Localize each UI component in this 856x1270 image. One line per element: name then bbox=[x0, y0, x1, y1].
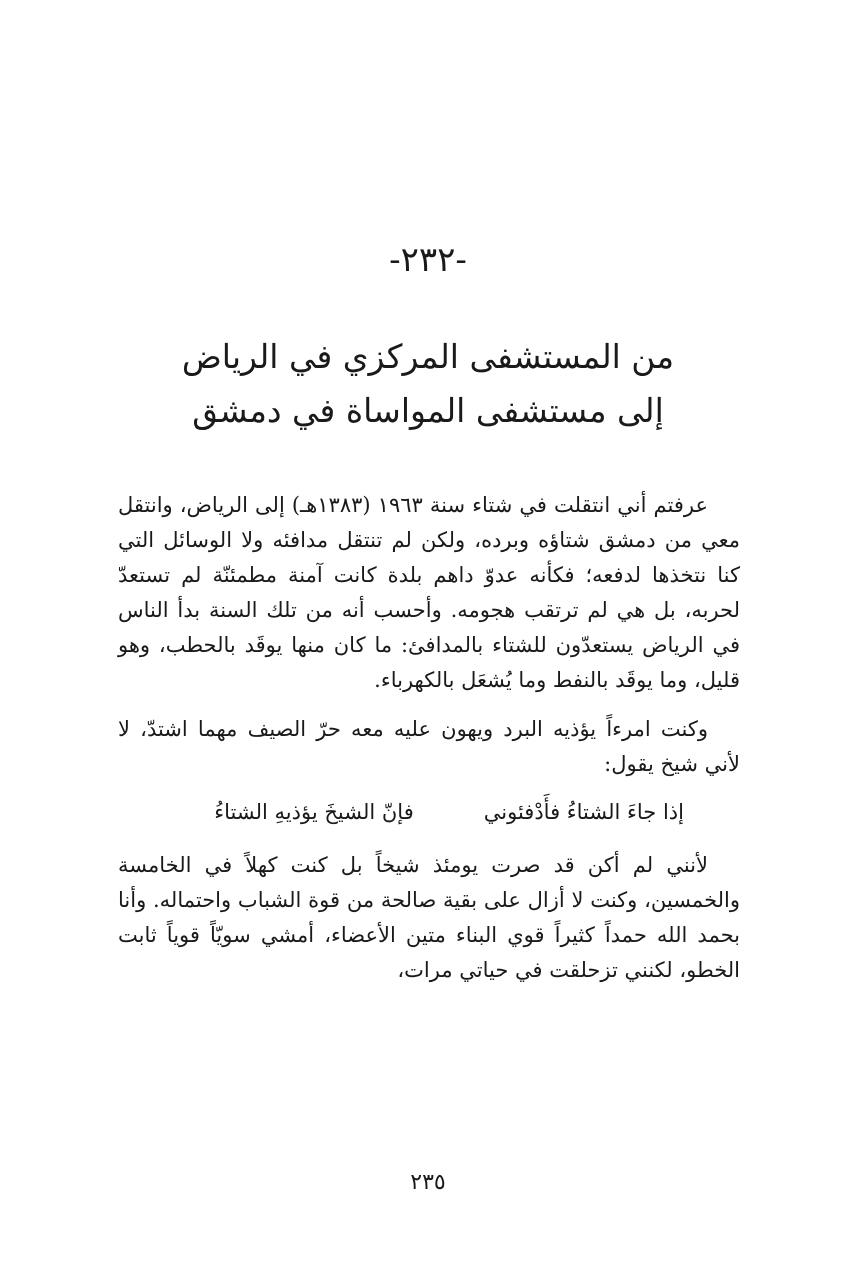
chapter-title-line-1: من المستشفى المركزي في الرياض bbox=[181, 337, 675, 376]
paragraph-1: عرفتم أني انتقلت في شتاء سنة ١٩٦٣ (١٣٨٣هـ) إلى الرياض، وانتقل معي من دمشق شتاؤه وبرده، ولكن لم تنتقل مدافئه ولا الوسائل التي كنا نتخذها لدفعه؛ فكأنه عدوّ داهم بلدة كانت آمنة مطمئنّة لم تستعدّ لحربه، بل هي لم ترتقب هجومه. وأحسب أنه من تلك السنة بدأ الناس في الرياض يستعدّون للشتاء بالمدافئ: ما كان منها يوقَد بالحطب، وهو قليل، وما يوقَد بالنفط وما يُشعَل بالكهرباء. bbox=[118, 493, 740, 692]
page-number: ٢٣٥ bbox=[410, 1170, 446, 1195]
chapter-title-line-2: إلى مستشفى المواساة في دمشق bbox=[192, 391, 664, 430]
paragraph-3: لأنني لم أكن قد صرت يومئذ شيخاً بل كنت كهلاً في الخامسة والخمسين، وكنت لا أزال على بقية صالحة من قوة الشباب واحتماله. وأنا بحمد الله حمداً كثيراً قوي البناء متين الأعضاء، أمشي سويّاً قوياً ثابت الخطو، لكنني تزحلقت في حياتي مرات، bbox=[118, 853, 740, 982]
body-text bbox=[118, 488, 740, 988]
chapter-number: -٢٣٢- bbox=[389, 240, 467, 280]
chapter-title bbox=[100, 330, 756, 438]
poetry-verse bbox=[118, 794, 740, 830]
verse-second-hemistich: فإنّ الشيخَ يؤذيهِ الشتاءُ bbox=[214, 800, 414, 824]
paragraph-2: وكنت امرءاً يؤذيه البرد ويهون عليه معه حرّ الصيف مهما اشتدّ، لا لأني شيخ يقول: bbox=[118, 717, 740, 776]
verse-first-hemistich: إذا جاءَ الشتاءُ فأَدْفئوني bbox=[483, 800, 684, 824]
